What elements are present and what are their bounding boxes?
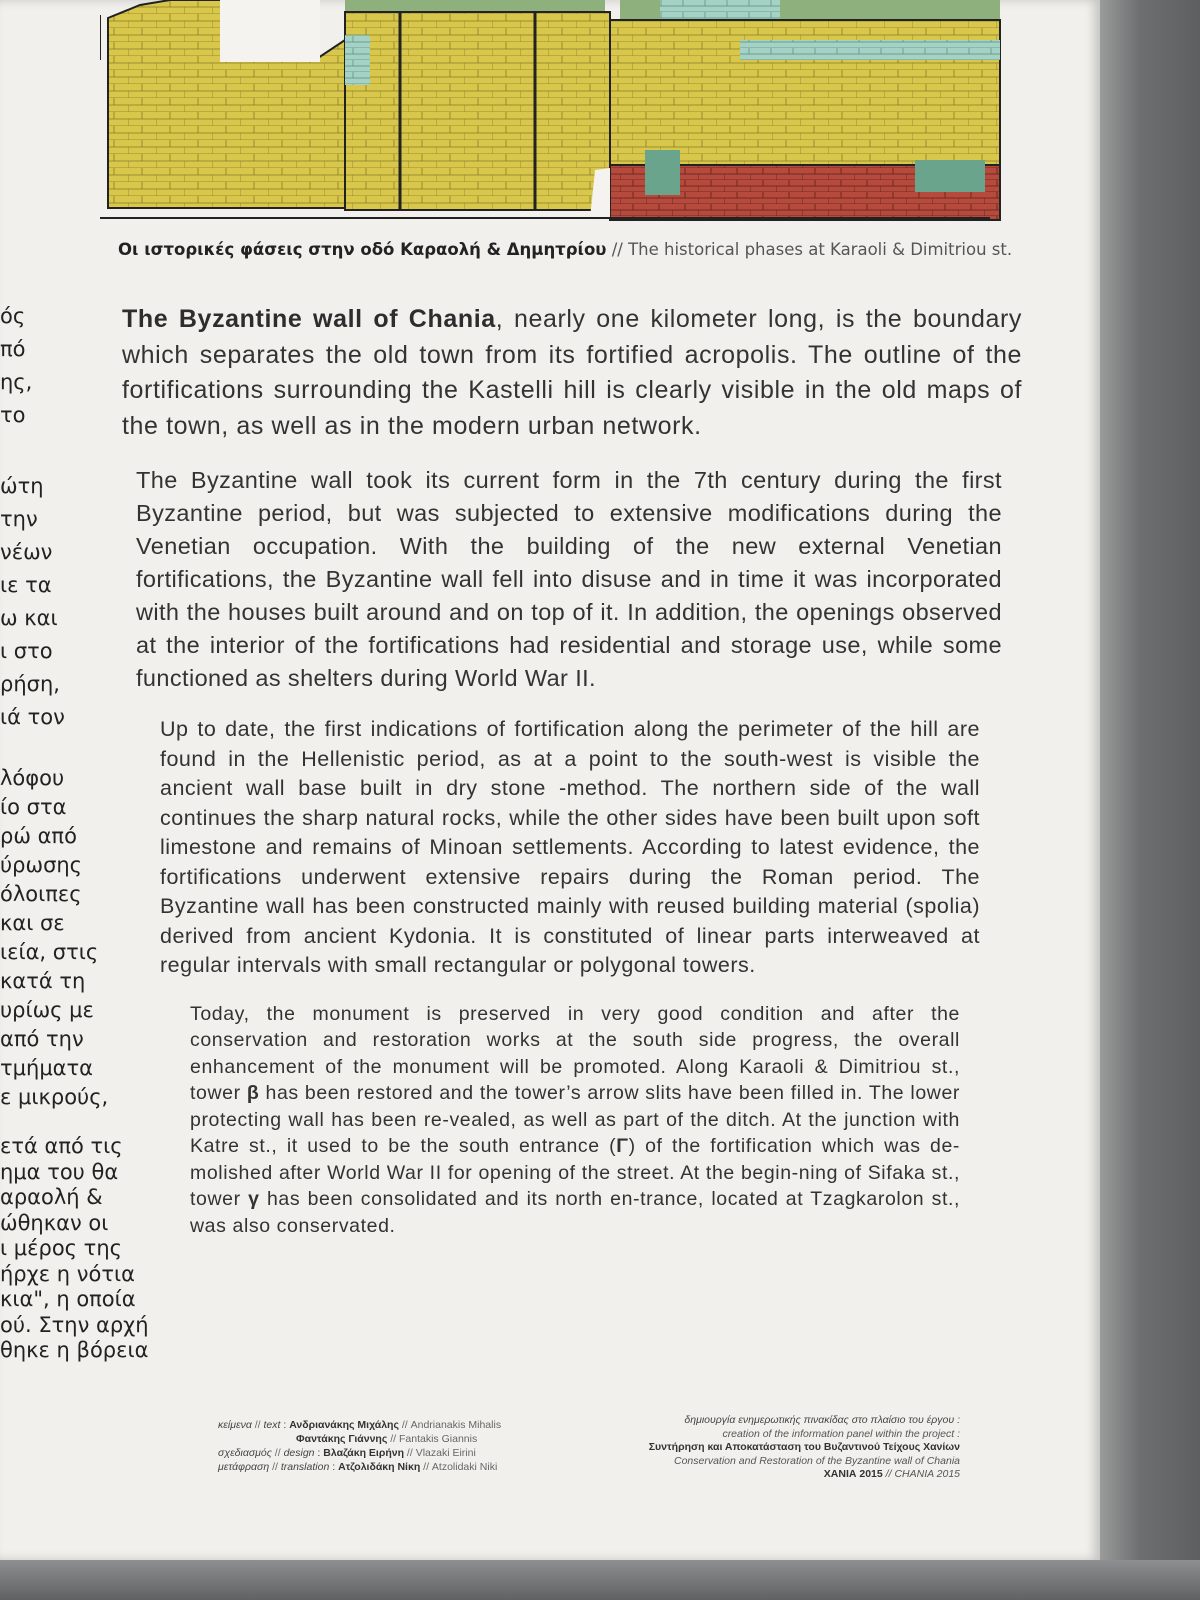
paragraph-1-title: The Byzantine wall of Chania xyxy=(122,305,496,333)
credits-authors xyxy=(218,1418,501,1474)
project-year-en: CHANIA 2015 xyxy=(894,1468,960,1480)
project-line-gr: δημιουργία ενημερωτικής πινακίδας στο πλαίσιο του έργου : xyxy=(684,1414,960,1426)
frame-right-edge xyxy=(1100,0,1200,1600)
english-text-body xyxy=(122,302,1022,1259)
p4-entrance-gamma: Γ xyxy=(616,1135,629,1157)
credit-design-line: σχεδιασμός // design : Βλαζάκη Ειρήνη // Vlazaki Eirini xyxy=(218,1447,476,1459)
caption-greek: Οι ιστορικές φάσεις στην οδό Καραολή & Δημητρίου xyxy=(118,240,607,259)
greek-line: τμήματα xyxy=(0,1056,94,1080)
caption-english: The historical phases at Karaoli & Dimitriou st. xyxy=(628,240,1013,259)
paragraph-2: The Byzantine wall took its current form in the 7th century during the first Byzantine period, but was subjected to extensive modifications during the Venetian occupation. With the building of the new external Venetian fortifications, the Byzantine wall fell into disuse and in time it was incorporated with the houses built around and on top of it. In addition, the openings observed at the interior of the fortifications had residential and storage use, while some functioned as shelters during World War II. xyxy=(136,467,1002,691)
greek-line: την xyxy=(0,507,38,531)
greek-line: το xyxy=(0,403,26,427)
project-year xyxy=(590,1468,960,1482)
p4-part-b: has been restored and the tower’s arrow slits have been filled in. The lower protecting wall has been re-vealed, as well as part of the ditch. At the junction with Katre st., it used to be the south entrance ( xyxy=(190,1082,960,1157)
greek-line: ετά από τις xyxy=(0,1134,123,1158)
p4-tower-gamma: γ xyxy=(248,1188,260,1210)
greek-line: ρώ από xyxy=(0,824,77,848)
greek-line: ω και xyxy=(0,606,58,630)
greek-line: ώτη xyxy=(0,474,44,498)
credit-author2-line xyxy=(218,1432,501,1446)
credit-translation-label-en: translation xyxy=(280,1461,330,1473)
project-title-gr-text: Συντήρηση και Αποκατάσταση του Βυζαντινού Τείχους Χανίων xyxy=(648,1441,960,1453)
project-year-gr: ΧΑΝΙΑ 2015 xyxy=(823,1468,883,1480)
p4-part-a: Today, the monument is preserved in very good condition and after the conservation and restoration works at the south side progress, the overall enhancement of the monument will be promoted. Along Karaoli & Dimitriou st., tower xyxy=(190,1002,960,1104)
greek-line: ιά τον xyxy=(0,705,65,729)
frame-bottom-edge xyxy=(0,1560,1200,1600)
greek-line: ρήση, xyxy=(0,672,60,696)
greek-line: ύρωσης xyxy=(0,853,83,877)
caption-separator: // xyxy=(611,240,623,259)
greek-line: ού. Στην αρχή xyxy=(0,1312,149,1337)
credit-sep: // xyxy=(423,1461,429,1473)
project-year-sep: // xyxy=(885,1468,892,1480)
greek-line: όλοιπες xyxy=(0,882,82,906)
greek-line: ήρχε η νότια xyxy=(0,1261,135,1286)
greek-line: ι στο xyxy=(0,639,53,663)
greek-line: κατά τη xyxy=(0,969,86,993)
greek-line: θηκε η βόρεια xyxy=(0,1338,149,1362)
greek-line: λόφου xyxy=(0,766,65,790)
wall-phases-drawing xyxy=(100,0,1030,230)
greek-line: ός xyxy=(0,304,26,328)
greek-line: νέων xyxy=(0,540,53,564)
project-title-en: Conservation and Restoration of the Byzantine wall of Chania xyxy=(673,1454,960,1467)
credit-author2-gr: Φαντάκης Γιάννης xyxy=(296,1433,388,1445)
p4-part-d: has been consolidated and its north en-trance, located at Tzagkarolon st., was also conservated. xyxy=(190,1188,961,1237)
greek-line: ιεία, στις xyxy=(0,940,99,964)
paragraph-1 xyxy=(122,302,1022,444)
credit-design-label-en: design xyxy=(283,1447,315,1459)
credit-text-label-en: text xyxy=(263,1419,281,1431)
paragraph-1-text: , nearly one kilometer long, is the boundary which separates the old town from its fortified acropolis. The outline of the fortifications surrounding the Kastelli hill is clearly visible in the old maps of the town, as well as in the modern urban network. xyxy=(122,305,1022,440)
greek-line: ίο στα xyxy=(0,795,67,819)
credit-designer-gr: Βλαζάκη Ειρήνη xyxy=(323,1447,404,1459)
p4-tower-beta: β xyxy=(246,1082,260,1104)
credit-author1-gr: Ανδριανάκης Μιχάλης xyxy=(289,1419,399,1431)
credit-sep: // xyxy=(401,1419,408,1431)
greek-line: ιε τα xyxy=(0,573,52,597)
greek-line: ης, xyxy=(0,370,33,394)
credit-translator-en: Atzolidaki Niki xyxy=(431,1461,498,1473)
greek-line: και σε xyxy=(0,911,65,935)
greek-line: ώθηκαν οι xyxy=(0,1210,109,1235)
credit-text-label-gr: κείμενα xyxy=(218,1419,252,1431)
greek-line: ε μικρούς, xyxy=(0,1085,109,1109)
credit-sep: // xyxy=(272,1461,278,1473)
credit-sep: // xyxy=(254,1419,261,1431)
credit-translation-label-gr: μετάφραση xyxy=(218,1461,270,1473)
paragraph-4 xyxy=(122,1001,1022,1240)
credit-sep: // xyxy=(274,1447,281,1459)
credit-designer-en: Vlazaki Eirini xyxy=(415,1447,476,1459)
greek-line: ι μέρος της xyxy=(0,1236,122,1260)
project-line-en: creation of the information panel within the project : xyxy=(722,1427,960,1440)
greek-line: αραολή & xyxy=(0,1185,103,1209)
credit-translator-gr: Ατζολιδάκη Νίκη xyxy=(338,1461,421,1473)
greek-line: από την xyxy=(0,1027,84,1051)
credit-translation-line: μετάφραση // translation : Ατζολιδάκη Νίκη // Atzolidaki Niki xyxy=(218,1461,498,1473)
drawing-caption xyxy=(118,240,1038,259)
credit-design-label-gr: σχεδιασμός xyxy=(218,1447,272,1459)
credit-sep: // xyxy=(406,1447,413,1459)
credit-author1-en: Andrianakis Mihalis xyxy=(410,1419,502,1431)
project-title-gr xyxy=(590,1441,960,1455)
greek-line: πό xyxy=(0,337,26,361)
greek-line: υρίως με xyxy=(0,998,94,1022)
p4-part-c: ) of the fortification which was de-molished after World War II for opening of the street. At the begin-ning of Sifaka st., tower xyxy=(190,1135,960,1210)
greek-line: κια", η οποία xyxy=(0,1287,136,1311)
greek-line: ημα του θα xyxy=(0,1159,119,1184)
credits-project xyxy=(590,1414,960,1482)
credit-text-line: κείμενα // text : Ανδριανάκης Μιχάλης // Andrianakis Mihalis xyxy=(218,1419,502,1431)
credit-author2-en: Fantakis Giannis xyxy=(399,1433,478,1445)
credit-sep: // xyxy=(390,1433,397,1445)
paragraph-3: Up to date, the first indications of fortification along the perimeter of the hill are found in the Hellenistic period, as at a point to the south-west is visible the ancient wall base built in dry stone -method. The northern side of the wall continues the sharp natural rocks, while the other sides have been built upon soft limestone and remains of Minoan settlements. According to latest evidence, the fortifications underwent extensive repairs during the Roman period. The Byzantine wall has been constructed mainly with reused building material (spolia) derived from ancient Kydonia. It is constituted of linear parts interweaved at regular intervals with small rectangular or polygonal towers. xyxy=(160,717,980,977)
